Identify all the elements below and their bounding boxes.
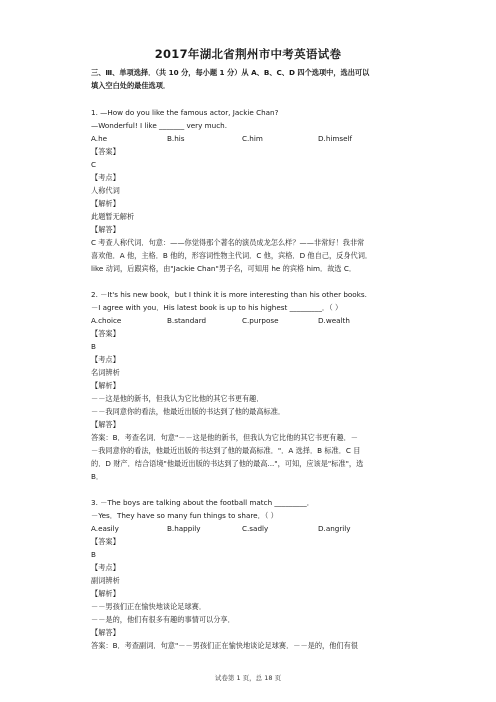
question-1-kaodian-label: 【考点】 [91, 173, 120, 182]
question-3-option-a: A.easily [91, 524, 119, 533]
page-title: 2017年湖北省荆州市中考英语试卷 [154, 47, 342, 61]
section-instruction-line-2: 填入空白处的最佳选项． [91, 81, 171, 90]
question-3-kaodian-label: 【考点】 [91, 563, 120, 572]
section-instruction-line-1: 三、Ⅲ、单项选择．（共 10 分，每小题 1 分）从 A、B、C、D 四个选项中，选出可以 [91, 68, 370, 77]
question-3-answer-label: 【答案】 [91, 537, 120, 546]
question-1-kaodian: 人称代词 [91, 186, 120, 195]
question-2-jiexi-label: 【解析】 [91, 381, 120, 390]
question-2-kaodian-label: 【考点】 [91, 355, 120, 364]
question-2-line-2: －I agree with you．His latest book is up to his highest _________．（ ） [91, 303, 343, 312]
question-2-jieda-label: 【解答】 [91, 420, 120, 429]
question-1-jieda-line-3: like 动词，后跟宾格，由"Jackie Chan"男子名，可知用 he 的宾格 him．故选 C． [91, 264, 357, 273]
page-footer: 试卷第 1 页，总 18 页 [214, 674, 282, 682]
question-1-jieda-line-2: 喜欢他．A 他，主格．B 他的，形容词性物主代词．C 他，宾格．D 他自己，反身代词． [91, 251, 373, 260]
question-3-jiexi-line-2: －－是的，他们有很多有趣的事情可以分享． [91, 615, 235, 624]
question-2-answer-label: 【答案】 [91, 329, 120, 338]
question-3-jieda-label: 【解答】 [91, 628, 120, 637]
question-3-line-2: －Yes．They have so many fun things to share．（ ） [91, 511, 278, 520]
question-2-option-b: B.standard [167, 316, 207, 325]
question-2-kaodian: 名词辨析 [91, 368, 120, 377]
question-2-jieda-line-4: B． [91, 472, 104, 481]
question-1-option-d: D.himself [318, 134, 353, 143]
question-2-option-d: D.wealth [318, 316, 350, 325]
question-3-jiexi-line-1: －－男孩们正在愉快地谈论足球赛． [91, 602, 207, 611]
question-1-option-a: A.he [91, 134, 108, 143]
question-2-option-c: C.purpose [242, 316, 279, 325]
question-2-jieda-line-1: 答案：B．考查名词．句意"－－这是他的新书，但我认为它比他的其它书更有趣．－ [91, 433, 358, 442]
question-1-answer-label: 【答案】 [91, 147, 120, 156]
question-2-jiexi-line-1: －－这是他的新书，但我认为它比他的其它书更有趣． [91, 394, 264, 403]
question-1-jieda-line-1: C 考查人称代词．句意：——你觉得那个著名的演员成龙怎么样？——非常好！我非常 [91, 238, 365, 247]
question-3-kaodian: 副词辨析 [91, 576, 120, 585]
question-1-line-2: —Wonderful! I like _______ very much. [91, 121, 227, 130]
question-2-jiexi-line-2: －－我同意你的看法，他最近出版的书达到了他的最高标准． [91, 407, 286, 416]
question-2-jieda-line-3: 的．D 财产．结合语境"他最近出版的书达到了他的最高..."，可知，应该是"标准"，选 [91, 459, 364, 468]
question-3-answer: B [91, 550, 96, 559]
question-2-line-1: 2. －It's his new book，but I think it is more interesting than his other books. [91, 290, 367, 299]
question-1-option-b: B.his [167, 134, 185, 143]
question-1-line-1: 1. —How do you like the famous actor, Jackie Chan? [91, 108, 279, 117]
question-2-jieda-line-2: －我同意你的看法，他最近出版的书达到了他的最高标准．"．A 选择．B 标准．C 目 [91, 446, 361, 455]
question-1-option-c: C.him [242, 134, 263, 143]
question-2-answer: B [91, 342, 96, 351]
question-3-jieda-line-1: 答案：B．考查副词．句意"－－男孩们正在愉快地谈论足球赛．－－是的，他们有很 [91, 641, 358, 650]
question-3-jiexi-label: 【解析】 [91, 589, 120, 598]
question-3-line-1: 3. －The boys are talking about the football match _________． [91, 498, 314, 507]
question-3-option-c: C.sadly [242, 524, 269, 533]
question-1-jiexi-label: 【解析】 [91, 199, 120, 208]
question-2-option-a: A.choice [91, 316, 122, 325]
question-3-option-d: D.angrily [318, 524, 351, 533]
question-1-jieda-label: 【解答】 [91, 225, 120, 234]
question-3-option-b: B.happily [167, 524, 201, 533]
question-1-answer: C [91, 160, 97, 169]
question-1-jiexi-line-1: 此题暂无解析 [91, 212, 135, 221]
